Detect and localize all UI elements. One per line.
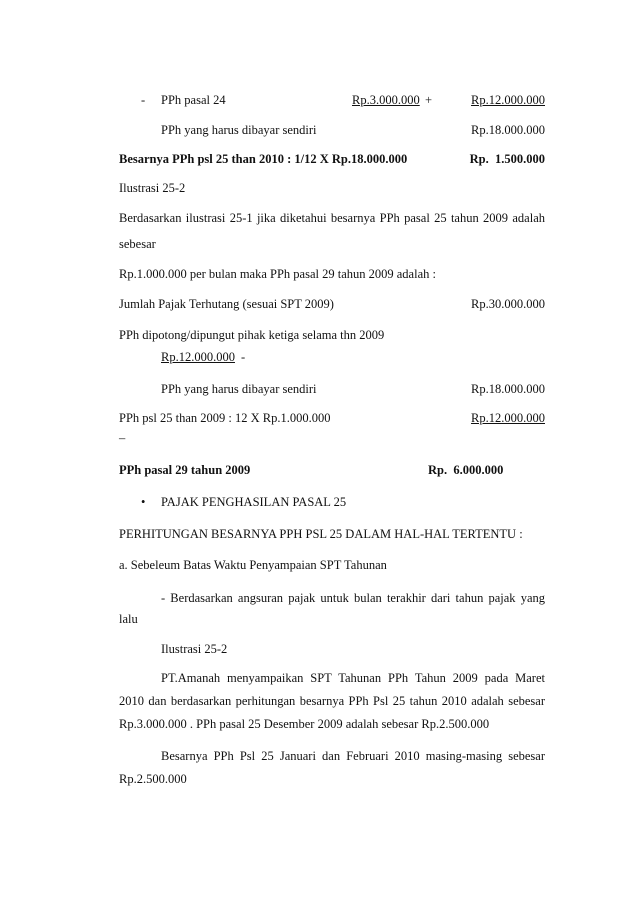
row1-plus: + (425, 93, 433, 107)
row6-amount: Rp.12.000.000 (161, 350, 235, 364)
para1-line1: Berdasarkan ilustrasi 25-1 jika diketahui besarnya PPh pasal 25 tahun 2009 adalah (119, 211, 545, 225)
para3-line2: 2010 dan berdasarkan perhitungan besarnya PPh Psl 25 tahun 2010 adalah sebesar (119, 694, 545, 708)
row9-amount: Rp. 6.000.000 (428, 463, 504, 477)
row8-dash: – (119, 431, 126, 445)
row8-amount: Rp.12.000.000 (471, 411, 545, 425)
section-a-title: a. Sebeleum Batas Waktu Penyampaian SPT Tahunan (119, 558, 387, 572)
row2-amount: Rp.18.000.000 (471, 123, 545, 137)
row8-label: PPh psl 25 than 2009 : 12 X Rp.1.000.000 (119, 411, 331, 425)
row4-amount: Rp.30.000.000 (471, 297, 545, 311)
para4-line1: Besarnya PPh Psl 25 Januari dan Februari 2010 masing-masing sebesar (161, 749, 545, 763)
illustration-label-2: Ilustrasi 25-2 (161, 642, 228, 656)
row6-minus: - (241, 350, 246, 364)
row1-amount-mid: Rp.3.000.000 (352, 93, 420, 107)
row9-label: PPh pasal 29 tahun 2009 (119, 463, 251, 477)
row2-label: PPh yang harus dibayar sendiri (161, 123, 317, 137)
row1-amount: Rp.12.000.000 (471, 93, 545, 107)
row1-label: PPh pasal 24 (161, 93, 226, 107)
bullet-icon: • (141, 495, 146, 509)
para2-line2: lalu (119, 612, 138, 626)
row7-label: PPh yang harus dibayar sendiri (161, 382, 317, 396)
para1-line2: sebesar (119, 237, 156, 251)
para2-line1: - Berdasarkan angsuran pajak untuk bulan terakhir dari tahun pajak yang (161, 591, 545, 605)
para3-line3: Rp.3.000.000 . PPh pasal 25 Desember 2009 adalah sebesar Rp.2.500.000 (119, 717, 490, 731)
para4-line2: Rp.2.500.000 (119, 772, 187, 786)
row3-amount: Rp. 1.500.000 (469, 152, 545, 166)
row7-amount: Rp.18.000.000 (471, 382, 545, 396)
row4-label: Jumlah Pajak Terhutang (sesuai SPT 2009) (119, 297, 334, 311)
bullet-text: PAJAK PENGHASILAN PASAL 25 (161, 495, 347, 509)
row1-dash: - (141, 93, 146, 107)
row5-label: PPh dipotong/dipungut pihak ketiga selama thn 2009 (119, 328, 385, 342)
para1-line3: Rp.1.000.000 per bulan maka PPh pasal 29 tahun 2009 adalah : (119, 267, 436, 281)
row3-label: Besarnya PPh psl 25 than 2010 : 1/12 X Rp.18.000.000 (119, 152, 408, 166)
para3-line1: PT.Amanah menyampaikan SPT Tahunan PPh Tahun 2009 pada Maret (161, 671, 545, 685)
section-heading: PERHITUNGAN BESARNYA PPH PSL 25 DALAM HAL-HAL TERTENTU : (119, 527, 523, 541)
illustration-label-1: Ilustrasi 25-2 (119, 181, 186, 195)
